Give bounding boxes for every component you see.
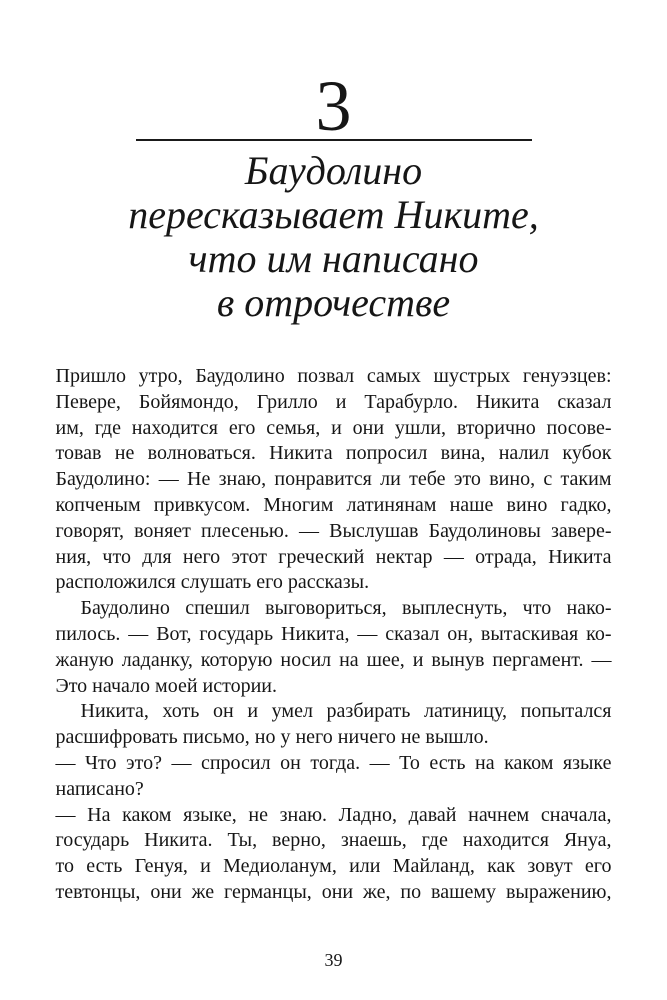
chapter-title-line: Баудолино bbox=[244, 148, 423, 193]
paragraph bbox=[56, 364, 612, 596]
text-line: — На каком языке, не знаю. Ладно, давай начнем сначала, bbox=[55, 803, 612, 826]
text-line: Это начало моей истории. bbox=[55, 674, 277, 697]
chapter-title bbox=[0, 149, 667, 325]
text-line: Баудолино: — Не знаю, понравится ли тебе это вино, с таким bbox=[55, 468, 612, 491]
text-line: товав не волноваться. Никита попросил вина, налил кубок bbox=[55, 442, 612, 465]
text-line: жаную ладанку, которую носил на шее, и вынув пергамент. — bbox=[55, 648, 612, 671]
text-line: расшифровать письмо, но у него ничего не вышло. bbox=[55, 726, 489, 749]
paragraph bbox=[56, 699, 612, 751]
text-line: то есть Генуя, и Медиоланум, или Майланд, как зовут его bbox=[55, 855, 612, 878]
text-line: Никита, хоть он и умел разбирать латиницу, попытался bbox=[80, 700, 612, 723]
chapter-title-line: в отрочестве bbox=[216, 280, 451, 325]
text-line: расположился слушать его рассказы. bbox=[55, 571, 370, 594]
text-line: Певере, Бойямондо, Грилло и Тарабурло. Никита сказал bbox=[55, 390, 612, 413]
chapter-number: 3 bbox=[315, 66, 352, 146]
text-line: Баудолино спешил выговориться, выплеснуть, что нако- bbox=[80, 597, 612, 620]
page-number: 39 bbox=[324, 949, 343, 970]
paragraph bbox=[56, 803, 612, 906]
paragraph bbox=[56, 596, 612, 699]
text-line: копченым привкусом. Многим латинянам наше вино гадко, bbox=[55, 493, 612, 516]
text-line: — Что это? — спросил он тогда. — То есть на каком языке bbox=[55, 751, 612, 774]
chapter-title-line: пересказывает Никите, bbox=[128, 192, 539, 237]
text-line: тевтонцы, они же германцы, они же, по вашему выражению, bbox=[55, 880, 612, 903]
text-line: ния, что для него этот греческий нектар — отрада, Никита bbox=[55, 545, 612, 568]
text-line: пилось. — Вот, государь Никита, — сказал он, вытаскивая ко- bbox=[55, 622, 612, 645]
chapter-title-line: что им написано bbox=[188, 236, 479, 281]
text-line: написано? bbox=[55, 777, 144, 800]
paragraph bbox=[56, 751, 612, 803]
text-line: государь Никита. Ты, верно, знаешь, где находится Януа, bbox=[55, 829, 612, 852]
text-line: Пришло утро, Баудолино позвал самых шустрых генуэзцев: bbox=[55, 365, 612, 387]
text-line: говорят, воняет плесенью. — Выслушав Баудолиновы завере- bbox=[55, 519, 612, 542]
text-line: им, где находится его семья, и они ушли, вторично посове- bbox=[55, 416, 612, 439]
body-text bbox=[56, 364, 612, 906]
